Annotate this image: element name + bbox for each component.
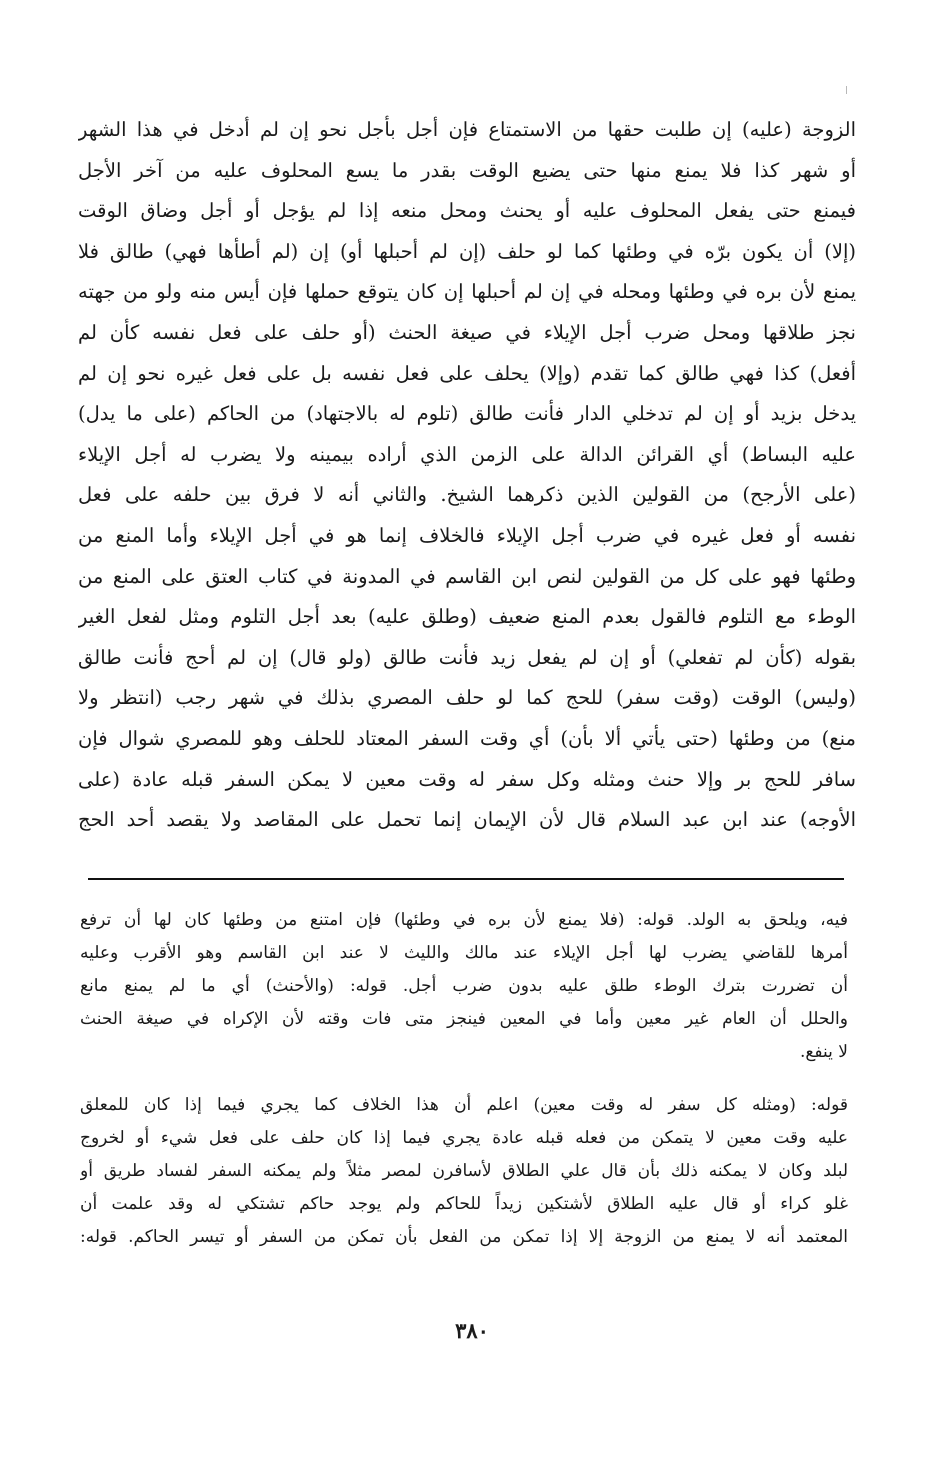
footnote-line: أن تضررت بترك الوطء طلق عليه بدون ضرب أجل. قوله: (والأحنث) أي ما لم يمنع مانع xyxy=(80,976,848,996)
main-text-line: يدخل بزيد أو إن لم تدخلي الدار فأنت طالق (تلوم له بالاجتهاد) من الحاكم (على ما يدل) xyxy=(78,402,856,426)
main-text-line: الوطء مع التلوم فالقول بعدم المنع ضعيف (وطلق عليه) بعد أجل التلوم ومثل لفعل الغير xyxy=(78,605,856,629)
footnote-line: أمرها للقاضي يضرب لها أجل الإيلاء عند مالك والليث لا عند ابن القاسم وهو الأقرب وعليه xyxy=(80,943,848,963)
footnote-line: والحلل أن العام غير معين وأما في المعين فينجز متى فات وقته لأن الإكراه في صيغة الحنث xyxy=(80,1009,848,1029)
main-text-line: (على الأرجح) من القولين الذين ذكرهما الشيخ. والثاني أنه لا فرق بين حلفه على فعل xyxy=(78,483,856,507)
main-text-line: فيمنع حتى يفعل المحلوف عليه أو يحنث ومحل منعه إذا لم يؤجل أو أجل وضاق الوقت xyxy=(78,199,856,223)
main-text-line: يمنع لأن بره في وطئها ومحله في إن لم أحبلها إن كان يتوقع حملها فإن أيس منه ولو من جهته xyxy=(78,280,856,304)
main-text-line: أفعل) كذا فهي طالق كما تقدم (وإلا) يحلف على فعل نفسه بل على فعل غيره نحو إن لم xyxy=(78,361,856,385)
main-text-line: الزوجة (عليه) إن طلبت حقها من الاستمتاع فإن أجل بأجل نحو إن لم أدخل في هذا الشهر xyxy=(78,118,856,141)
main-text-line: أو شهر كذا فلا يمنع منها حتى يضيع الوقت بقدر ما يسع المحلوف عليه من آخر الأجل xyxy=(78,158,856,182)
footnotes-section xyxy=(80,904,848,1274)
footnote-line: قوله: (ومثله كل سفر له وقت معين) اعلم أن هذا الخلاف كما يجري فيما إذا كان للمعلق xyxy=(80,1095,848,1115)
footnote-line: غلو كراء أو قال عليه الطلاق لأشتكين زيداً للحاكم ولم يوجد حاكم تشتكي له وقد علمت أن xyxy=(80,1194,848,1214)
footnote-1 xyxy=(80,904,848,1069)
main-text-line: (إلا) أن يكون برّه في وطئها كما لو حلف (إن لم أحبلها أو) إن (لم أطأها فهي) طالق فلا xyxy=(78,239,856,263)
main-text-line: عليه البساط) أي القرائن الدالة على الزمن الذي أراده بيمينه ولا يضرب له أجل الإيلاء xyxy=(78,442,856,466)
main-text-block xyxy=(78,110,856,841)
page-number: ٣٨٠ xyxy=(455,1318,489,1343)
main-text-line: منع) من وطئها (حتى يأتي ألا بأن) أي وقت السفر المعتاد للحلف وهو للمصري شوال فإن xyxy=(78,726,856,750)
main-text-line: نفسه أو فعل غيره في ضرب أجل الإيلاء فالخلاف إنما هو في أجل الإيلاء وأما المنع من xyxy=(78,523,856,547)
main-text-line: نجز طلاقها ومحل ضرب أجل الإيلاء في صيغة الحنث (أو حلف على فعل نفسه كأن لم xyxy=(78,320,856,344)
main-text-line: بقوله (كأن لم تفعلي) أو إن لم يفعل زيد فأنت طالق (ولو قال) إن لم أحج فأنت طالق xyxy=(78,645,856,669)
main-text-line: الأوجه) عند ابن عبد السلام قال لأن الإيمان إنما تحمل على المقاصد ولا يقصد أحد الحج xyxy=(78,808,856,832)
footnote-line: لا ينفع. xyxy=(799,1042,848,1062)
margin-mark xyxy=(846,86,847,94)
main-text-line: وطئها فهو على كل من القولين لنص ابن القاسم في المدونة في كتاب العتق على المنع من xyxy=(78,564,856,588)
footnote-line: لبلد وكان لا يمكنه ذلك بأن قال علي الطلاق لأسافرن لمصر مثلاً ولم يمكنه السفر لفساد طريق أو xyxy=(80,1161,848,1181)
main-text-line: سافر للحج بر وإلا حنث ومثله وكل سفر له وقت معين لا يمكن السفر قبله عادة (على xyxy=(78,767,856,791)
footnote-line: عليه وقت معين لا يتمكن من فعله قبله عادة يجري فيما إذا كان حلف على فعل شيء أو لخروج xyxy=(80,1128,848,1148)
main-text-line: (وليس) الوقت (وقت سفر) للحج كما لو حلف المصري بذلك في شهر رجب (انتظر ولا xyxy=(78,686,856,710)
footnote-divider xyxy=(88,878,844,880)
footnote-line: المعتمد أنه لا يمنع من الزوجة إلا إذا تمكن من الفعل بأن تمكن من السفر أو تيسر الحاكم. قوله: xyxy=(80,1227,848,1247)
footnote-line: فيه، ويلحق به الولد. قوله: (فلا يمنع لأن بره في وطئها) فإن امتنع من وطئها كان لها أن ترفع xyxy=(80,910,848,930)
footnote-2 xyxy=(80,1089,848,1254)
